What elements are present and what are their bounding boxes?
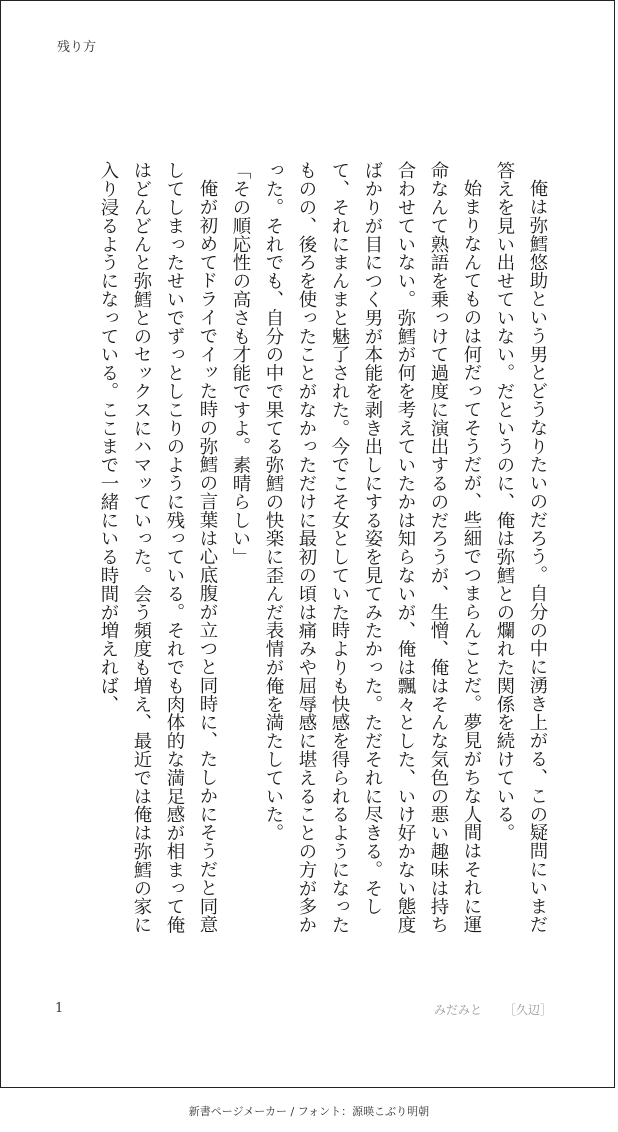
author-credit	[434, 1001, 552, 1018]
author-name: みだみと	[433, 1003, 482, 1017]
footer-note: 新書ページメーカー / フォント：源暎こぶり明朝	[188, 1105, 430, 1118]
dialogue-paragraph: 「その順応性の高さも才能ですよ。素晴らしい」	[230, 161, 251, 566]
paragraph: 始まりなんてものは何だってそうだが、些細でつまらんことだ。夢見がちな人間はそれに運命なんて熟語を乗っけて過度に演出するのだろうが、生憎、俺はそんな気色の悪い趣味は持ち合わせていない。弥鱈が何を考えていたかは知らないが、俺は飄々とした、いけ好かない態度ばかりが目につく男が本能を剥き出しにする姿を見てみたかった。ただそれに尽きる。そして、それにまんまと魅了された。今でこそ女としていた時よりも快感を得られるようになったものの、後ろを使ったことがなかっただけに最初の頃は痛みや屈辱感に堪えることの方が多かった。それでも、自分の中で果てる弥鱈の快楽に歪んだ表情が俺を満たしていた。	[263, 161, 482, 934]
chapter-title: 残り方	[57, 40, 97, 55]
paragraph: 俺が初めてドライでイッた時の弥鱈の言葉は心底腹が立つと同時に、たしかにそうだと同意してしまったせいでずっとしこりのように残っている。それでも肉体的な満足感が相まって俺はどんどんと弥鱈とのセックスにハマッていった。会う頻度も増え、最近では俺は弥鱈の家に入り浸るようになっている。ここまで一緒にいる時間が増えれば、	[98, 161, 218, 934]
pairing-tag: ［久辺］	[503, 1003, 552, 1017]
vertical-body-text	[92, 161, 554, 941]
page-number: 1	[55, 1001, 64, 1016]
paragraph: 俺は弥鱈悠助という男とどうなりたいのだろう。自分の中に湧き上がる、この疑問にいまだ答えを見い出せていない。だというのに、俺は弥鱈との爛れた関係を続けている。	[494, 161, 548, 934]
